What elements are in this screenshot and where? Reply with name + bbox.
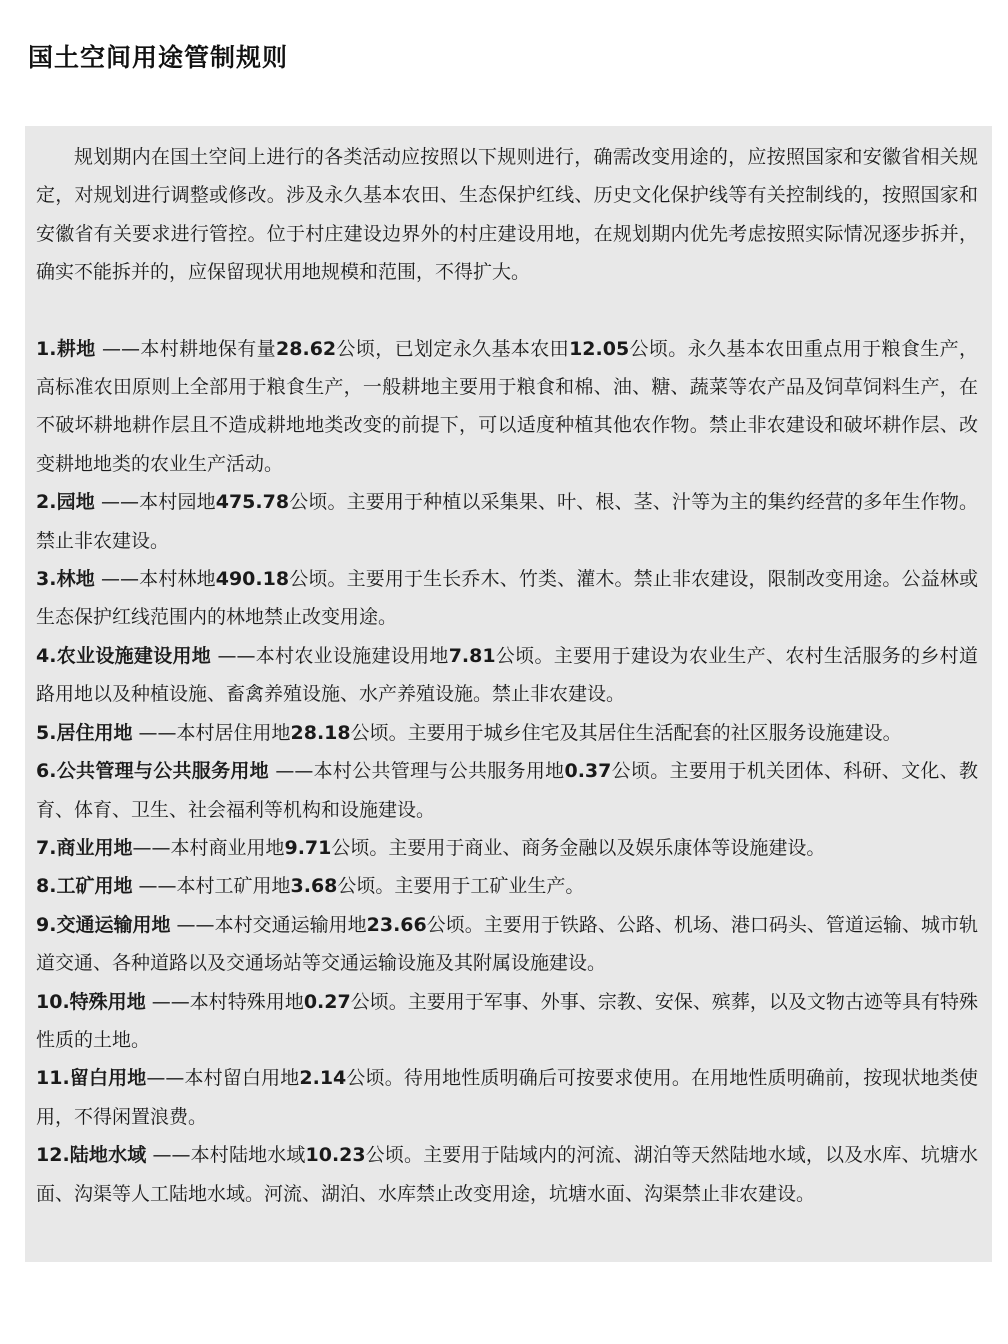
rule-item (36, 1059, 978, 1136)
rule-text: 本村工矿用地 (176, 875, 291, 898)
rule-text: 公顷。待用地性质明确后可按要求使用。在用地性质明确前，按现状地类使用，不得闲置浪费。 (36, 1067, 978, 1128)
rule-item (36, 330, 978, 484)
rule-separator: —— (145, 990, 190, 1013)
rule-text: 本村居住用地 (176, 721, 291, 744)
rule-separator: —— (95, 337, 140, 360)
rule-text: 公顷，已划定永久基本农田 (336, 337, 570, 360)
rule-separator: —— (268, 760, 314, 783)
rule-text: 公顷。主要用于商业、商务金融以及娱乐康体等设施建设。 (331, 836, 826, 859)
rule-title: 6.公共管理与公共服务用地 (36, 760, 269, 783)
rule-text: 公顷。主要用于机关团体、科研、文化、教育、体育、卫生、社会福利等机构和设施建设。 (36, 760, 978, 821)
rule-separator: —— (146, 1067, 185, 1090)
rule-title: 9.交通运输用地 (36, 913, 171, 936)
rule-text: 公顷。主要用于种植以采集果、叶、根、茎、汁等为主的集约经营的多年生作物。禁止非农建设。 (36, 491, 978, 552)
rule-title: 12.陆地水域 (36, 1144, 147, 1167)
rule-area-value: 2.14 (299, 1067, 347, 1090)
rule-separator: —— (170, 913, 215, 936)
rule-area-value: 490.18 (215, 568, 290, 591)
rule-area-value: 9.71 (284, 836, 332, 859)
rule-separator: —— (132, 836, 171, 859)
rule-text: 本村陆地水域 (190, 1144, 306, 1167)
rule-title: 10.特殊用地 (36, 990, 146, 1013)
rule-separator: —— (211, 644, 256, 667)
rule-item (36, 560, 978, 637)
rule-text: 公顷。主要用于工矿业生产。 (337, 875, 585, 898)
rule-title: 1.耕地 (36, 337, 96, 360)
rule-area-value: 28.62 (276, 337, 337, 360)
rule-item (36, 867, 978, 905)
rule-area-value: 0.27 (303, 990, 351, 1013)
rule-item (36, 483, 978, 560)
rule-text: 公顷。主要用于生长乔木、竹类、灌木。禁止非农建设，限制改变用途。公益林或生态保护红线范围内的林地禁止改变用途。 (36, 568, 978, 629)
rule-separator: —— (132, 875, 177, 898)
intro-paragraph: 规划期内在国土空间上进行的各类活动应按照以下规则进行，确需改变用途的，应按照国家和安徽省相关规定，对规划进行调整或修改。涉及永久基本农田、生态保护红线、历史文化保护线等有关控制线的，按照国家和安徽省有关要求进行管控。位于村庄建设边界外的村庄建设用地，在规划期内优先考虑按照实际情况逐步拆并，确实不能拆并的，应保留现状用地规模和范围，不得扩大。 (36, 146, 978, 284)
rule-title: 11.留白用地 (36, 1067, 147, 1090)
rule-separator: —— (146, 1144, 191, 1167)
rule-text: 公顷。主要用于城乡住宅及其居住生活配套的社区服务设施建设。 (350, 721, 902, 744)
rule-text: 本村留白用地 (184, 1067, 300, 1090)
rule-separator: —— (132, 721, 177, 744)
rule-text: 本村林地 (139, 568, 216, 591)
rule-title: 5.居住用地 (36, 721, 133, 744)
rule-area-value: 0.37 (564, 760, 612, 783)
rule-title: 2.园地 (36, 491, 95, 514)
rule-area-value: 28.18 (290, 721, 351, 744)
rule-area-value: 12.05 (569, 337, 630, 360)
rule-separator: —— (94, 568, 140, 591)
rules-list (36, 330, 978, 1213)
rule-area-value: 10.23 (305, 1144, 366, 1167)
rule-title: 3.林地 (36, 568, 95, 591)
rule-area-value: 475.78 (215, 491, 290, 514)
rule-text: 公顷。永久基本农田重点用于粮食生产，高标准农田原则上全部用于粮食生产，一般耕地主要用于粮食和棉、油、糖、蔬菜等农产品及饲草饲料生产，在不破坏耕地耕作层且不造成耕地地类改变的前提下，可以适度种植其他农作物。禁止非农建设和破坏耕作层、改变耕地地类的农业生产活动。 (36, 337, 978, 475)
rule-text: 公顷。主要用于陆域内的河流、湖泊等天然陆地水域，以及水库、坑塘水面、沟渠等人工陆地水域。河流、湖泊、水库禁止改变用途，坑塘水面、沟渠禁止非农建设。 (36, 1144, 978, 1205)
rule-text: 本村耕地保有量 (140, 337, 277, 360)
page-title: 国土空间用途管制规则 (28, 43, 289, 72)
rule-area-value: 3.68 (290, 875, 338, 898)
rule-title: 8.工矿用地 (36, 875, 133, 898)
rule-text: 本村商业用地 (170, 836, 285, 859)
rule-item (36, 1136, 978, 1213)
rule-text: 公顷。主要用于建设为农业生产、农村生活服务的乡村道路用地以及种植设施、畜禽养殖设施、水产养殖设施。禁止非农建设。 (36, 644, 978, 706)
rule-item (36, 906, 978, 983)
rule-text: 本村公共管理与公共服务用地 (313, 760, 565, 783)
rule-text: 本村园地 (139, 491, 216, 514)
rule-title: 7.商业用地 (36, 836, 133, 859)
rule-title: 4.农业设施建设用地 (36, 644, 212, 667)
rule-item (36, 637, 978, 714)
rule-area-value: 23.66 (366, 913, 427, 936)
rule-text: 公顷。主要用于铁路、公路、机场、港口码头、管道运输、城市轨道交通、各种道路以及交通场站等交通运输设施及其附属设施建设。 (36, 913, 978, 975)
rule-item (36, 983, 978, 1060)
rule-text: 本村特殊用地 (189, 990, 304, 1013)
rule-item (36, 752, 978, 829)
rule-area-value: 7.81 (448, 644, 496, 667)
rule-item (36, 829, 978, 867)
rule-text: 公顷。主要用于军事、外事、宗教、安保、殡葬，以及文物古迹等具有特殊性质的土地。 (36, 990, 978, 1051)
rule-separator: —— (94, 491, 140, 514)
rule-text: 本村交通运输用地 (214, 913, 367, 936)
rule-text: 本村农业设施建设用地 (255, 644, 449, 667)
rule-item (36, 714, 978, 752)
rules-content-box (25, 126, 992, 1262)
